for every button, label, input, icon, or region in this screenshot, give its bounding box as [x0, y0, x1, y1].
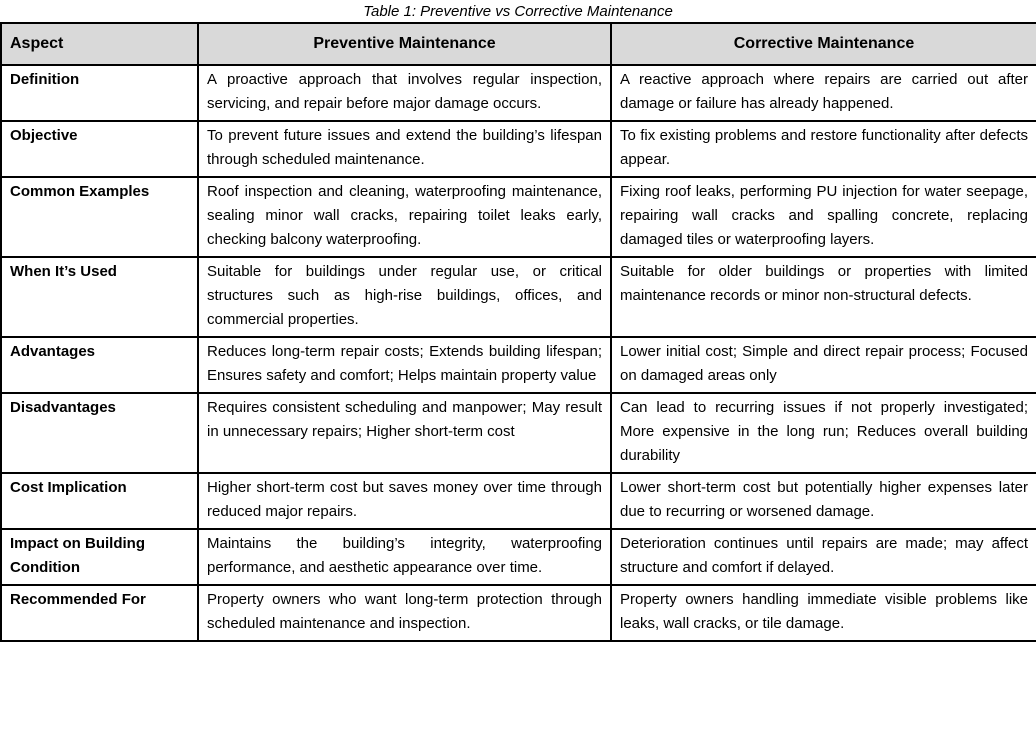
corrective-cell: Lower initial cost; Simple and direct repair process; Focused on damaged areas only — [611, 337, 1036, 393]
corrective-cell: Can lead to recurring issues if not properly investigated; More expensive in the long run; Reduces overall building durability — [611, 393, 1036, 473]
row-aspect-label: Disadvantages — [1, 393, 198, 473]
header-corrective: Corrective Maintenance — [611, 23, 1036, 65]
row-aspect-label: Objective — [1, 121, 198, 177]
preventive-cell: Reduces long-term repair costs; Extends building lifespan; Ensures safety and comfort; Helps maintain property value — [198, 337, 611, 393]
preventive-cell: A proactive approach that involves regular inspection, servicing, and repair before major damage occurs. — [198, 65, 611, 121]
corrective-cell: Suitable for older buildings or properties with limited maintenance records or minor non-structural defects. — [611, 257, 1036, 337]
corrective-cell: Deterioration continues until repairs are made; may affect structure and comfort if delayed. — [611, 529, 1036, 585]
preventive-cell: Roof inspection and cleaning, waterproofing maintenance, sealing minor wall cracks, repairing toilet leaks early, checking balcony waterproofing. — [198, 177, 611, 257]
table-row — [1, 257, 1036, 337]
row-aspect-label: Common Examples — [1, 177, 198, 257]
row-aspect-label: Recommended For — [1, 585, 198, 641]
table-row — [1, 65, 1036, 121]
table-row — [1, 177, 1036, 257]
table-row — [1, 529, 1036, 585]
preventive-cell: Maintains the building’s integrity, waterproofing performance, and aesthetic appearance over time. — [198, 529, 611, 585]
preventive-cell: Requires consistent scheduling and manpower; May result in unnecessary repairs; Higher short-term cost — [198, 393, 611, 473]
row-aspect-label: Definition — [1, 65, 198, 121]
table-caption: Table 1: Preventive vs Corrective Maintenance — [363, 3, 673, 20]
corrective-cell: A reactive approach where repairs are carried out after damage or failure has already happened. — [611, 65, 1036, 121]
row-aspect-label: Impact on Building Condition — [1, 529, 198, 585]
corrective-cell: Fixing roof leaks, performing PU injection for water seepage, repairing wall cracks and spalling concrete, replacing damaged tiles or waterproofing layers. — [611, 177, 1036, 257]
row-aspect-label: When It’s Used — [1, 257, 198, 337]
preventive-cell: Higher short-term cost but saves money over time through reduced major repairs. — [198, 473, 611, 529]
corrective-cell: Property owners handling immediate visible problems like leaks, wall cracks, or tile damage. — [611, 585, 1036, 641]
row-aspect-label: Advantages — [1, 337, 198, 393]
table-row — [1, 393, 1036, 473]
header-aspect: Aspect — [1, 23, 198, 65]
table-header-row — [1, 23, 1036, 65]
preventive-cell: Property owners who want long-term protection through scheduled maintenance and inspection. — [198, 585, 611, 641]
preventive-cell: Suitable for buildings under regular use, or critical structures such as high-rise buildings, offices, and commercial properties. — [198, 257, 611, 337]
corrective-cell: Lower short-term cost but potentially higher expenses later due to recurring or worsened damage. — [611, 473, 1036, 529]
table-row — [1, 585, 1036, 641]
maintenance-comparison-table — [0, 22, 1036, 642]
table-row — [1, 121, 1036, 177]
table-row — [1, 473, 1036, 529]
row-aspect-label: Cost Implication — [1, 473, 198, 529]
corrective-cell: To fix existing problems and restore functionality after defects appear. — [611, 121, 1036, 177]
preventive-cell: To prevent future issues and extend the building’s lifespan through scheduled maintenance. — [198, 121, 611, 177]
table-row — [1, 337, 1036, 393]
header-preventive: Preventive Maintenance — [198, 23, 611, 65]
